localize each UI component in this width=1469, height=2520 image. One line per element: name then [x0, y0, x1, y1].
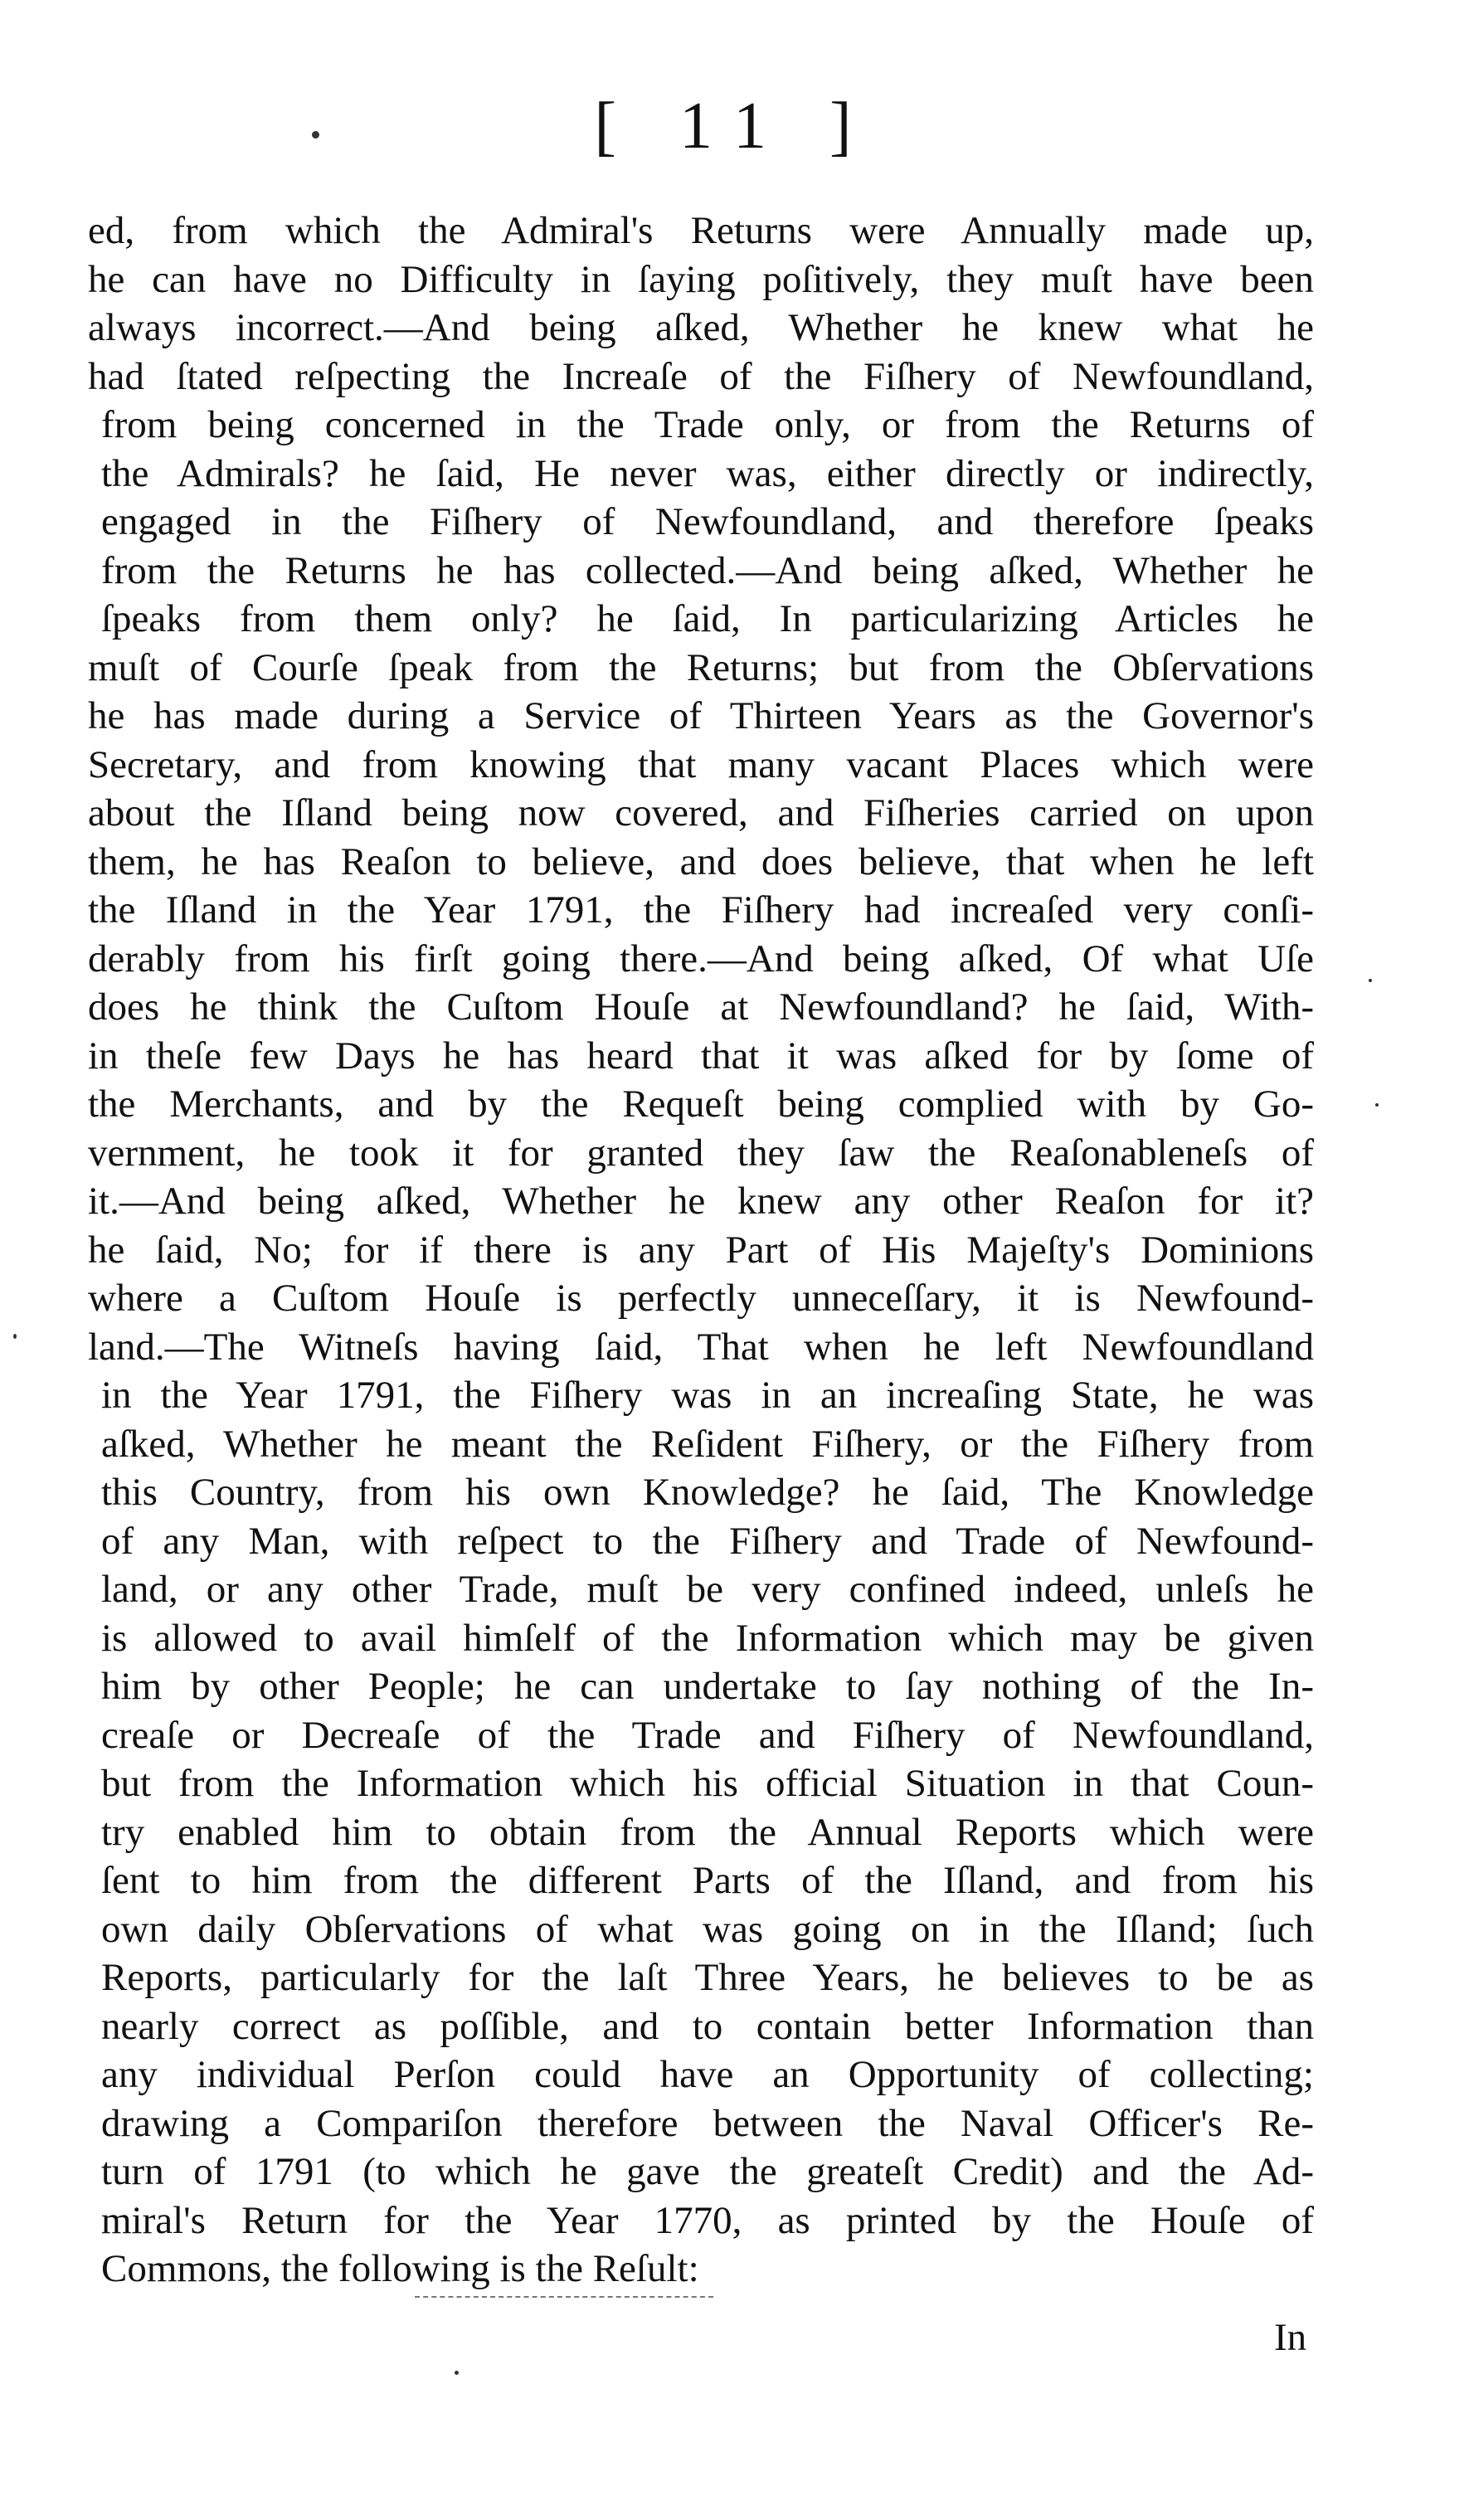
page-header: [ 11 ]: [594, 90, 875, 163]
text-line: engaged in the Fiſhery of Newfoundland, and therefore ſpeaks: [101, 500, 1314, 543]
text-line: creaſe or Decreaſe of the Trade and Fiſhery of Newfoundland,: [101, 1713, 1314, 1757]
text-line: he can have no Difficulty in ſaying poſitively, they muſt have been: [88, 257, 1314, 301]
text-line: in the Year 1791, the Fiſhery was in an increaſing State, he was: [101, 1374, 1314, 1417]
text-line: turn of 1791 (to which he gave the greateſt Credit) and the Ad-: [101, 2150, 1314, 2193]
text-line: own daily Obſervations of what was going on in the Iſland; ſuch: [101, 1907, 1314, 1951]
paper-speck: [455, 2371, 459, 2375]
text-line: Commons, the following is the Reſult:: [101, 2247, 699, 2290]
text-line: any individual Perſon could have an Opportunity of collecting;: [101, 2053, 1314, 2096]
text-line: about the Iſland being now covered, and Fiſheries carried on upon: [88, 791, 1314, 834]
text-line: always incorrect.—And being aſked, Whether he knew what he: [88, 306, 1314, 349]
text-line: had ſtated reſpecting the Increaſe of the Fiſhery of Newfoundland,: [88, 354, 1314, 398]
text-line: of any Man, with reſpect to the Fiſhery and Trade of Newfound-: [101, 1519, 1314, 1563]
text-line: nearly correct as poſſible, and to contain better Information than: [101, 2004, 1314, 2048]
text-line: them, he has Reaſon to believe, and does believe, that when he left: [88, 839, 1314, 883]
text-line: aſked, Whether he meant the Reſident Fiſhery, or the Fiſhery from: [101, 1422, 1314, 1466]
text-line: miral's Return for the Year 1770, as printed by the Houſe of: [101, 2198, 1314, 2242]
text-line: Secretary, and from knowing that many vacant Places which were: [88, 742, 1314, 786]
paper-speck: [312, 131, 319, 139]
text-line: where a Cuſtom Houſe is perfectly unneceſſary, it is Newfound-: [88, 1277, 1314, 1320]
paper-speck: [1375, 1103, 1379, 1107]
text-line: derably from his firſt going there.—And being aſked, Of what Uſe: [88, 936, 1314, 980]
text-line: does he think the Cuſtom Houſe at Newfoundland? he ſaid, With-: [88, 985, 1314, 1029]
text-line: is allowed to avail himſelf of the Information which may be given: [101, 1616, 1314, 1660]
text-line: try enabled him to obtain from the Annual Reports which were: [101, 1810, 1314, 1854]
text-line: land, or any other Trade, muſt be very confined indeed, unleſs he: [101, 1568, 1314, 1611]
text-line: but from the Information which his official Situation in that Coun-: [101, 1762, 1314, 1805]
text-line: the Admirals? he ſaid, He never was, either directly or indirectly,: [101, 451, 1314, 495]
text-line: ed, from which the Admiral's Returns were Annually made up,: [88, 209, 1314, 252]
text-line: vernment, he took it for granted they ſaw the Reaſonableneſs of: [88, 1131, 1314, 1175]
text-line: him by other People; he can undertake to ſay nothing of the In-: [101, 1665, 1314, 1708]
text-line: land.—The Witneſs having ſaid, That when he left Newfoundland: [88, 1325, 1314, 1369]
text-line: it.—And being aſked, Whether he knew any other Reaſon for it?: [88, 1180, 1314, 1223]
catchword: In: [1274, 2316, 1307, 2359]
paper-speck: [13, 1334, 17, 1339]
text-line: drawing a Compariſon therefore between the Naval Officer's Re-: [101, 2101, 1314, 2145]
text-line: Reports, particularly for the laſt Three Years, he believes to be as: [101, 1956, 1314, 1999]
text-line: ſpeaks from them only? he ſaid, In particularizing Articles he: [101, 597, 1314, 640]
text-line: in theſe few Days he has heard that it was aſked for by ſome of: [88, 1034, 1314, 1078]
text-line: he has made during a Service of Thirteen Years as the Governor's: [88, 694, 1314, 737]
text-line: from being concerned in the Trade only, or from the Returns of: [101, 403, 1314, 446]
text-line: muſt of Courſe ſpeak from the Returns; but from the Obſervations: [88, 645, 1314, 689]
text-line: from the Returns he has collected.—And being aſked, Whether he: [101, 548, 1314, 592]
text-line: the Iſland in the Year 1791, the Fiſhery had increaſed very conſi-: [88, 888, 1314, 932]
text-line: he ſaid, No; for if there is any Part of His Majeſty's Dominions: [88, 1228, 1314, 1272]
section-rule: [415, 2296, 713, 2298]
text-line: the Merchants, and by the Requeſt being complied with by Go-: [88, 1082, 1314, 1126]
paper-speck: [1369, 979, 1372, 982]
text-line: this Country, from his own Knowledge? he ſaid, The Knowledge: [101, 1471, 1314, 1514]
text-line: ſent to him from the different Parts of the Iſland, and from his: [101, 1859, 1314, 1902]
